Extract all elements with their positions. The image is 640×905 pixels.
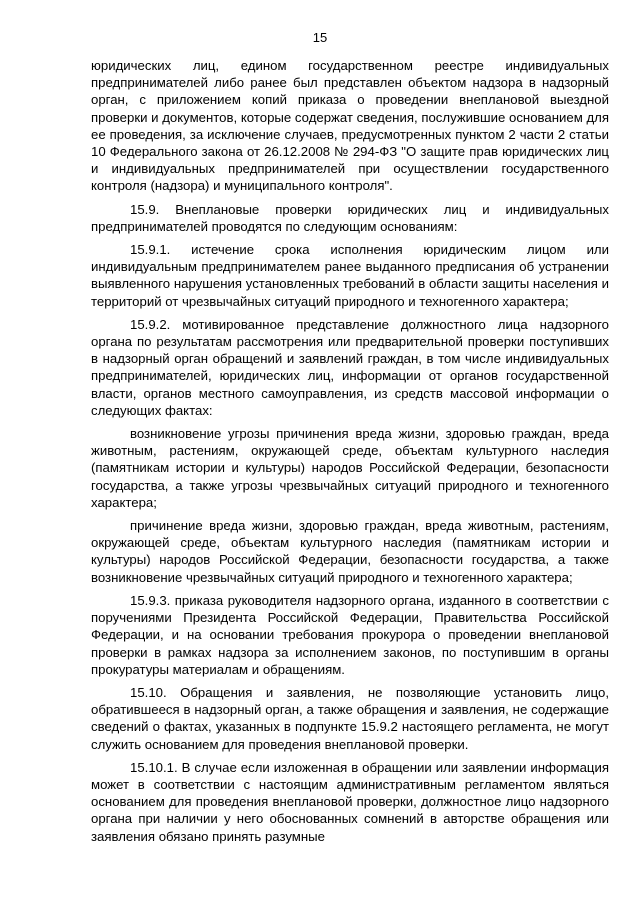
paragraph-15-10: 15.10. Обращения и заявления, не позволяющие установить лицо, обратившееся в надзорный орган, а также обращения и заявления, не содержащие сведений о фактах, указанных в подпункте 15.9.2 настоящего регламента, не могут служить основанием для проведения внеплановой проверки.	[91, 684, 609, 752]
paragraph-15-9-1: 15.9.1. истечение срока исполнения юридическим лицом или индивидуальным предпринимателем ранее выданного предписания об устранении выявленного нарушения установленных требований в области защиты населения и территорий от чрезвычайных ситуаций природного и техногенного характера;	[91, 242, 609, 309]
paragraph-15-9-2: 15.9.2. мотивированное представление должностного лица надзорного органа по результатам рассмотрения или предварительной проверки поступивших в надзорный орган обращений и заявлений граждан, в том числе индивидуальных предпринимателей, юридических лиц, информации от органов государственной власти, органов местного самоуправления, из средств массовой информации о следующих фактах:	[91, 316, 609, 418]
page-number: 15	[312, 30, 328, 45]
paragraph-15-10-1: 15.10.1. В случае если изложенная в обращении или заявлении информация может в соответствии с настоящим административным регламентом являться основанием для проведения внеплановой проверки, должностное лицо надзорного органа при наличии у него обоснованных сомнений в авторстве обращения или заявления обязано принять разумные	[91, 759, 609, 844]
paragraph-15-9: 15.9. Внеплановые проверки юридических лиц и индивидуальных предпринимателей проводятся по следующим основаниям:	[91, 201, 609, 234]
paragraph-threat-fact: возникновение угрозы причинения вреда жизни, здоровью граждан, вреда животным, растениям, окружающей среде, объектам культурного наследия (памятникам истории и культуры) народов Российской Федерации, безопасности государства, а также угрозы чрезвычайных ситуаций природного и техногенного характера;	[91, 426, 609, 510]
paragraph-15-9-3: 15.9.3. приказа руководителя надзорного органа, изданного в соответствии с поручениями Президента Российской Федерации, Правительства Российской Федерации, и на основании требования прокурора о проведении внеплановой проверки в рамках надзора за исполнением законов, по поступившим в органы прокуратуры материалам и обращениям.	[91, 592, 609, 677]
document-body	[91, 57, 609, 851]
paragraph-harm-fact: причинение вреда жизни, здоровью граждан, вреда животным, растениям, окружающей среде, объектам культурного наследия (памятникам истории и культуры) народов Российской Федерации, безопасности государства, а также возникновение чрезвычайных ситуаций природного и техногенного характера;	[91, 518, 609, 585]
paragraph-continuation: юридических лиц, едином государственном реестре индивидуальных предпринимателей либо ранее был представлен объектом надзора в надзорный орган, с приложением копий приказа о проведении внеплановой выездной проверки и документов, которые содержат сведения, послужившие основанием для ее проведения, за исключение случаев, предусмотренных пунктом 2 части 2 статьи 10 Федерального закона от 26.12.2008 № 294-ФЗ "О защите прав юридических лиц и индивидуальных предпринимателей при осуществлении государственного контроля (надзора) и муниципального контроля".	[91, 58, 609, 194]
